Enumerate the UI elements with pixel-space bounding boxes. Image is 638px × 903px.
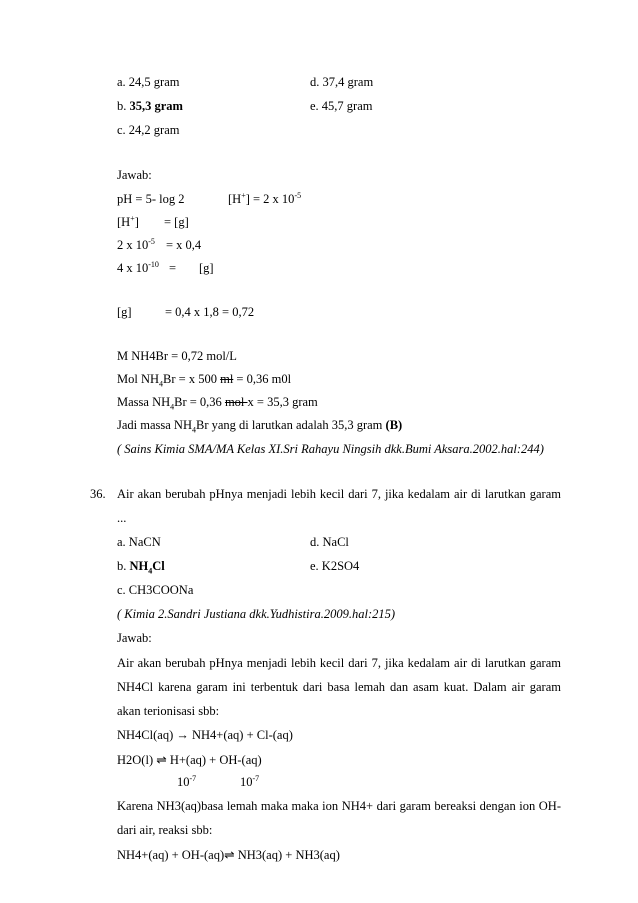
source-citation: ( Sains Kimia SMA/MA Kelas XI.Sri Rahayu Ningsih dkk.Bumi Aksara.2002.hal:244) [117, 442, 544, 456]
calc-line-1 [117, 190, 302, 207]
option-b-prefix: b. [117, 99, 130, 113]
h-open: [H [228, 192, 242, 206]
conclusion-line: Jadi massa $NH_4Br$ yang di larutkan adalah 35,3 gram (B) [117, 418, 403, 435]
ph-eq: pH = 5- log 2 [117, 192, 185, 206]
oh-ion-base: 10 [240, 775, 253, 789]
option-e: e. K2SO4 [310, 559, 360, 573]
g-bracket: [g] [199, 261, 214, 275]
question-number: 36. [90, 487, 106, 501]
mass-mid: Br = 0,36 [174, 395, 225, 409]
molarity-line: M NH4Br = 0,72 mol/L [117, 349, 237, 363]
calc-line-4: 4 x $10^{-10}$ = [g] [117, 259, 214, 275]
h-conc-eq: [H+] = 2 x $10^{-5}$ [228, 190, 302, 206]
question-ellipsis: ... [117, 511, 127, 525]
option-e: e. 45,7 gram [310, 99, 373, 113]
h-value: ] = 2 x 10 [245, 192, 295, 206]
calc-line-5 [117, 305, 255, 320]
g-bracket: [g] [117, 305, 132, 319]
option-c: c. CH3COONa [117, 583, 194, 597]
oh-ion-exp: -7 [252, 773, 260, 783]
oh-ion-conc [240, 775, 259, 790]
option-d: d. 37,4 gram [310, 75, 374, 89]
question-text: Air akan berubah pHnya menjadi lebih kecil dari 7, jika kedalam air di larutkan garam [117, 487, 561, 501]
mol-pre: Mol NH [117, 372, 160, 386]
h-open: [H [117, 215, 131, 229]
option-b: b. $NH_4Cl$ [117, 559, 165, 576]
answer-text-5: dari air, reaksi sbb: [117, 823, 213, 837]
reaction-2: H2O(l) ⇌ H+(aq) + OH-(aq) [117, 753, 262, 767]
answer-text-1: Air akan berubah pHnya menjadi lebih kecil dari 7, jika kedalam air di larutkan garam [117, 656, 561, 670]
source-citation: ( Kimia 2.Sandri Justiana dkk.Yudhistira.2009.hal:215) [117, 607, 396, 621]
two-x-ten: 2 x 10 [117, 238, 149, 252]
conclusion-mid: Br yang di larutkan adalah 35,3 gram [196, 418, 386, 432]
h-ion-base: 10 [177, 775, 190, 789]
calc-line-3: 2 x $10^{-5}$ = x 0,4 [117, 236, 202, 252]
option-d: d. NaCl [310, 535, 349, 549]
equals-g: = [g] [164, 215, 189, 229]
equals: = [169, 261, 177, 275]
reaction-3: NH4+(aq) + OH-(aq)⇌ NH3(aq) + NH3(aq) [117, 848, 340, 862]
four-x-ten: 4 x 10 [117, 261, 149, 275]
option-a: a. 24,5 gram [117, 75, 180, 89]
mol-line: Mol $NH_4Br = x$ 500 ml = 0,36 m0l [117, 372, 292, 389]
answer-heading: Jawab: [117, 168, 152, 182]
h-close: ] [134, 215, 139, 229]
option-c: c. 24,2 gram [117, 123, 180, 137]
answer-key: (B) [385, 418, 403, 432]
option-b-value-end: Cl [152, 559, 165, 573]
answer-heading: Jawab: [117, 631, 152, 645]
times-04: = x 0,4 [166, 238, 202, 252]
option-b [117, 99, 183, 114]
calc-line-2: [H+] = [g] [117, 213, 189, 229]
option-a: a. NaCN [117, 535, 161, 549]
mass-post: x = 35,3 gram [247, 395, 318, 409]
answer-text-4: Karena NH3(aq)basa lemah maka maka ion NH4+ dari garam bereaksi dengan ion OH- [117, 799, 561, 813]
answer-text-2: NH4Cl karena garam ini terbentuk dari basa lemah dan asam kuat. Dalam air garam [117, 680, 561, 694]
conclusion-pre: Jadi massa NH [117, 418, 192, 432]
option-b-value: NH [129, 559, 149, 573]
mass-line: Massa $NH_4Br = 0,36$ mol x = 35,3 gram [117, 395, 318, 412]
mass-pre: Massa NH [117, 395, 171, 409]
option-b-prefix: b. [117, 559, 130, 573]
h-ion-exp: -7 [189, 773, 197, 783]
g-value: = 0,4 x 1,8 = 0,72 [165, 305, 255, 319]
answer-text-3: akan terionisasi sbb: [117, 704, 220, 718]
mol-post: = 0,36 m0l [233, 372, 292, 386]
option-b-value: 35,3 gram [129, 99, 183, 113]
h-ion-conc [177, 775, 196, 790]
ml-struck: ml [220, 372, 234, 386]
mol-mid: Br = x 500 [163, 372, 221, 386]
reaction-1: NH4Cl(aq) → NH4+(aq) + Cl-(aq) [117, 728, 293, 742]
mol-struck: mol [224, 395, 248, 409]
